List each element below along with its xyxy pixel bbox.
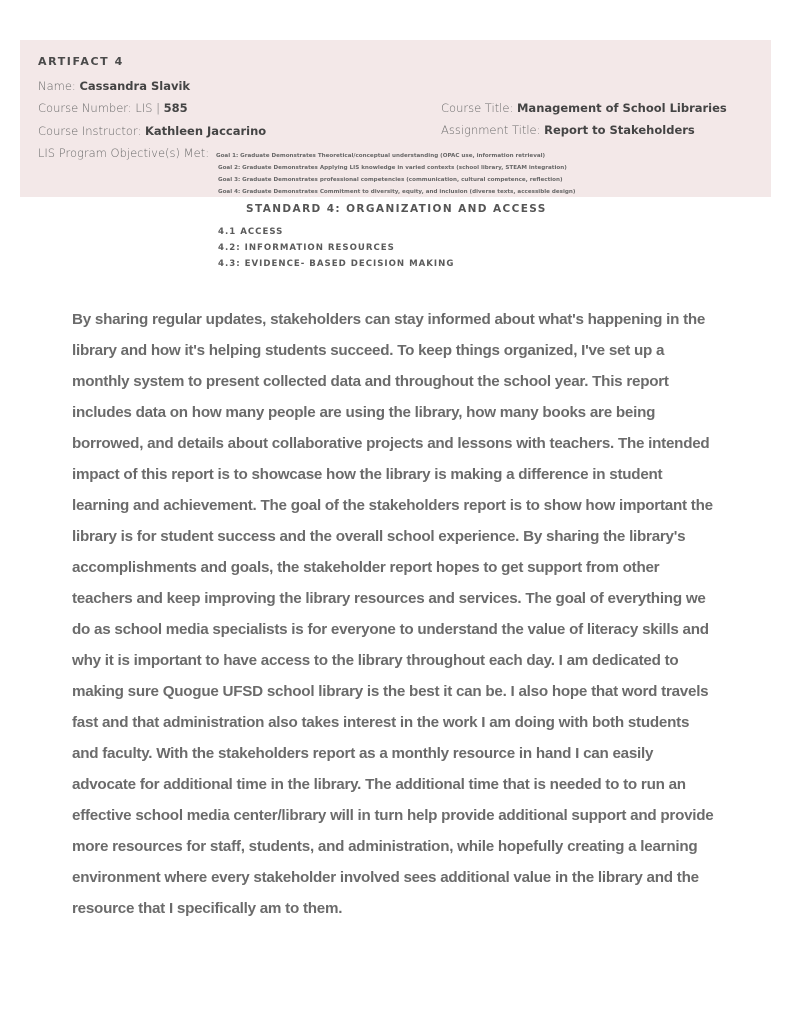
program-objectives-row xyxy=(38,146,209,160)
course-number-row xyxy=(38,101,188,115)
paragraph-line: why it is important to have access to the library throughout each day. I am dedicated to xyxy=(72,652,679,669)
course-number-value: 585 xyxy=(163,101,188,115)
sub-standard-item: 4.1 ACCESS xyxy=(218,227,284,237)
reflection-paragraph xyxy=(72,304,722,924)
program-goals-list xyxy=(216,150,575,198)
paragraph-line: advocate for additional time in the library. The additional time that is needed to to run an xyxy=(72,776,686,793)
program-goal: Goal 4: Graduate Demonstrates Commitment to diversity, equity, and inclusion (diverse texts, accessible design) xyxy=(218,189,576,195)
paragraph-line: and faculty. With the stakeholders report as a monthly resource in hand I can easily xyxy=(72,745,654,762)
course-title-row xyxy=(441,101,727,115)
course-title-value: Management of School Libraries xyxy=(516,101,727,115)
course-number-label: Course Number: LIS | xyxy=(38,101,164,115)
student-name-label: Name: xyxy=(38,79,80,93)
sub-standard-item: 4.2: INFORMATION RESOURCES xyxy=(218,243,395,253)
assignment-title-label: Assignment Title: xyxy=(441,123,545,137)
paragraph-line: By sharing regular updates, stakeholders can stay informed about what's happening in the xyxy=(72,311,706,328)
paragraph-line: effective school media center/library will in turn help provide additional support and provide xyxy=(72,807,714,824)
student-name-row xyxy=(38,79,190,93)
paragraph-line: impact of this report is to showcase how the library is making a difference in student xyxy=(72,466,663,483)
paragraph-line: library and how it's helping students succeed. To keep things organized, I've set up a xyxy=(72,342,665,359)
paragraph-line: making sure Quogue UFSD school library is the best it can be. I also hope that word travels xyxy=(72,683,709,700)
course-instructor-row xyxy=(38,124,266,138)
program-objectives-label: LIS Program Objective(s) Met: xyxy=(38,146,210,160)
course-instructor-value: Kathleen Jaccarino xyxy=(144,124,267,138)
program-goal: Goal 1: Graduate Demonstrates Theoretical/conceptual understanding (OPAC use, information retrieval) xyxy=(216,153,546,159)
paragraph-line: environment where every stakeholder involved sees additional value in the library and the xyxy=(72,869,699,886)
course-instructor-label: Course Instructor: xyxy=(38,124,145,138)
paragraph-line: library is for student success and the overall school experience. By sharing the library's xyxy=(72,528,686,545)
student-name-value: Cassandra Slavik xyxy=(79,79,191,93)
paragraph-line: monthly system to present collected data and throughout the school year. This report xyxy=(72,373,669,390)
artifact-title: ARTIFACT 4 xyxy=(38,55,124,68)
paragraph-line: borrowed, and details about collaborative projects and lessons with teachers. The intended xyxy=(72,435,710,452)
paragraph-line: teachers and keep improving the library resources and services. The goal of everything we xyxy=(72,590,706,607)
paragraph-line: fast and that administration also takes interest in the work I am doing with both students xyxy=(72,714,690,731)
assignment-title-value: Report to Stakeholders xyxy=(544,123,695,137)
paragraph-line: includes data on how many people are using the library, how many books are being xyxy=(72,404,656,421)
paragraph-line: accomplishments and goals, the stakeholder report hopes to get support from other xyxy=(72,559,660,576)
assignment-title-row xyxy=(441,123,695,137)
standard-heading: STANDARD 4: ORGANIZATION AND ACCESS xyxy=(246,203,547,215)
course-title-label: Course Title: xyxy=(441,101,517,115)
program-goal: Goal 2: Graduate Demonstrates Applying LIS knowledge in varied contexts (school library, STEAM integration) xyxy=(218,165,567,171)
paragraph-line: do as school media specialists is for everyone to understand the value of literacy skills and xyxy=(72,621,709,638)
program-goal: Goal 3: Graduate Demonstrates professional competencies (communication, cultural competence, reflection) xyxy=(218,177,563,183)
sub-standards-list xyxy=(218,224,454,272)
paragraph-line: learning and achievement. The goal of the stakeholders report is to show how important the xyxy=(72,497,713,514)
sub-standard-item: 4.3: EVIDENCE- BASED DECISION MAKING xyxy=(218,259,455,269)
paragraph-line: more resources for staff, students, and administration, while hopefully creating a learning xyxy=(72,838,698,855)
paragraph-line: resource that I specifically am to them. xyxy=(72,900,343,917)
